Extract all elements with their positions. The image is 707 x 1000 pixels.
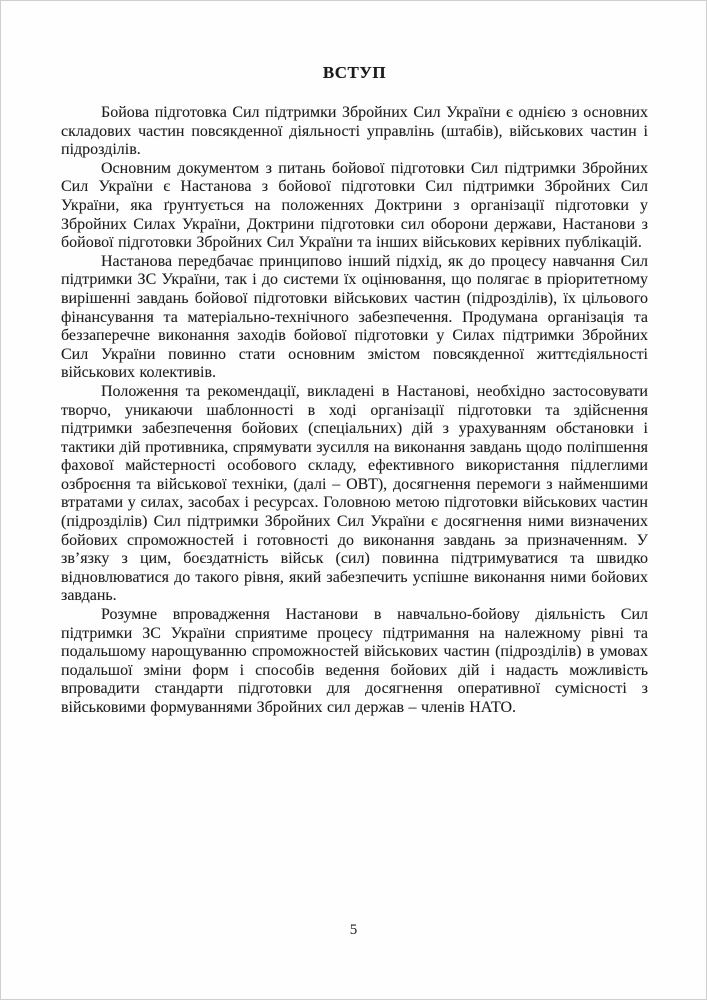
paragraph-nastanova-approach: Настанова передбачає принципово інший підхід, як до процесу навчання Сил підтримки ЗС України, так і до системи їх оцінювання, що полягає в пріоритетному вирішенні завдань бойової підготовки військових частин (підрозділів), їх цільового фінансування та матеріально-технічного забезпечення. Продумана організація та беззаперечне виконання заходів бойової підготовки у Силах підтримки Збройних Сил України повинно стати основним змістом повсякденної життєдіяльності військових колективів. — [61, 252, 648, 382]
paragraph-main-document: Основним документом з питань бойової підготовки Сил підтримки Збройних Сил України є Настанова з бойової підготовки Сил підтримки Збройних Сил України, яка ґрунтується на положеннях Доктрини з організації підготовки у Збройних Силах України, Доктрини підготовки сил оборони держави, Настанови з бойової підготовки Збройних Сил України та інших військових керівних публікацій. — [61, 159, 648, 252]
paragraph-implementation: Розумне впровадження Настанови в навчально-бойову діяльність Сил підтримки ЗС України сприятиме процесу підтримання на належному рівні та подальшому нарощуванню спроможностей військових частин (підрозділів) в умовах подальшої зміни форм і способів ведення бойових дій і надасть можливість впровадити стандарти підготовки для досягнення оперативної сумісності з військовими формуваннями Збройних сил держав – членів НАТО. — [61, 606, 648, 716]
document-body — [61, 104, 648, 718]
paragraph-recommendations: Положення та рекомендації, викладені в Настанові, необхідно застосовувати творчо, уникаючи шаблонності в ході організації підготовки та здійснення підтримки забезпечення бойових (спеціальних) дій з урахуванням обстановки і тактики дій противника, спрямувати зусилля на виконання завдань щодо поліпшення фахової майстерності особового складу, ефективного використання підлеглими озброєння та військової техніки, (далі – ОВТ), досягнення перемоги з найменшими втратами у силах, засобах і ресурсах. Головною метою підготовки військових частин (підрозділів) Сил підтримки Збройних Сил України є досягнення ними визначених бойових спроможностей і готовності до виконання завдань за призначенням. У зв’язку з цим, боєздатність військ (сил) повинна підтримуватися та швидко відновлюватися до такого рівня, який забезпечить успішне виконання ними бойових завдань. — [61, 382, 648, 605]
page-title: ВСТУП — [322, 63, 387, 82]
document-content — [61, 63, 648, 718]
paragraph-intro: Бойова підготовка Сил підтримки Збройних Сил України є однією з основних складових частин повсякденної діяльності управлінь (штабів), військових частин і підрозділів. — [61, 104, 648, 159]
page-number: 5 — [349, 922, 358, 938]
